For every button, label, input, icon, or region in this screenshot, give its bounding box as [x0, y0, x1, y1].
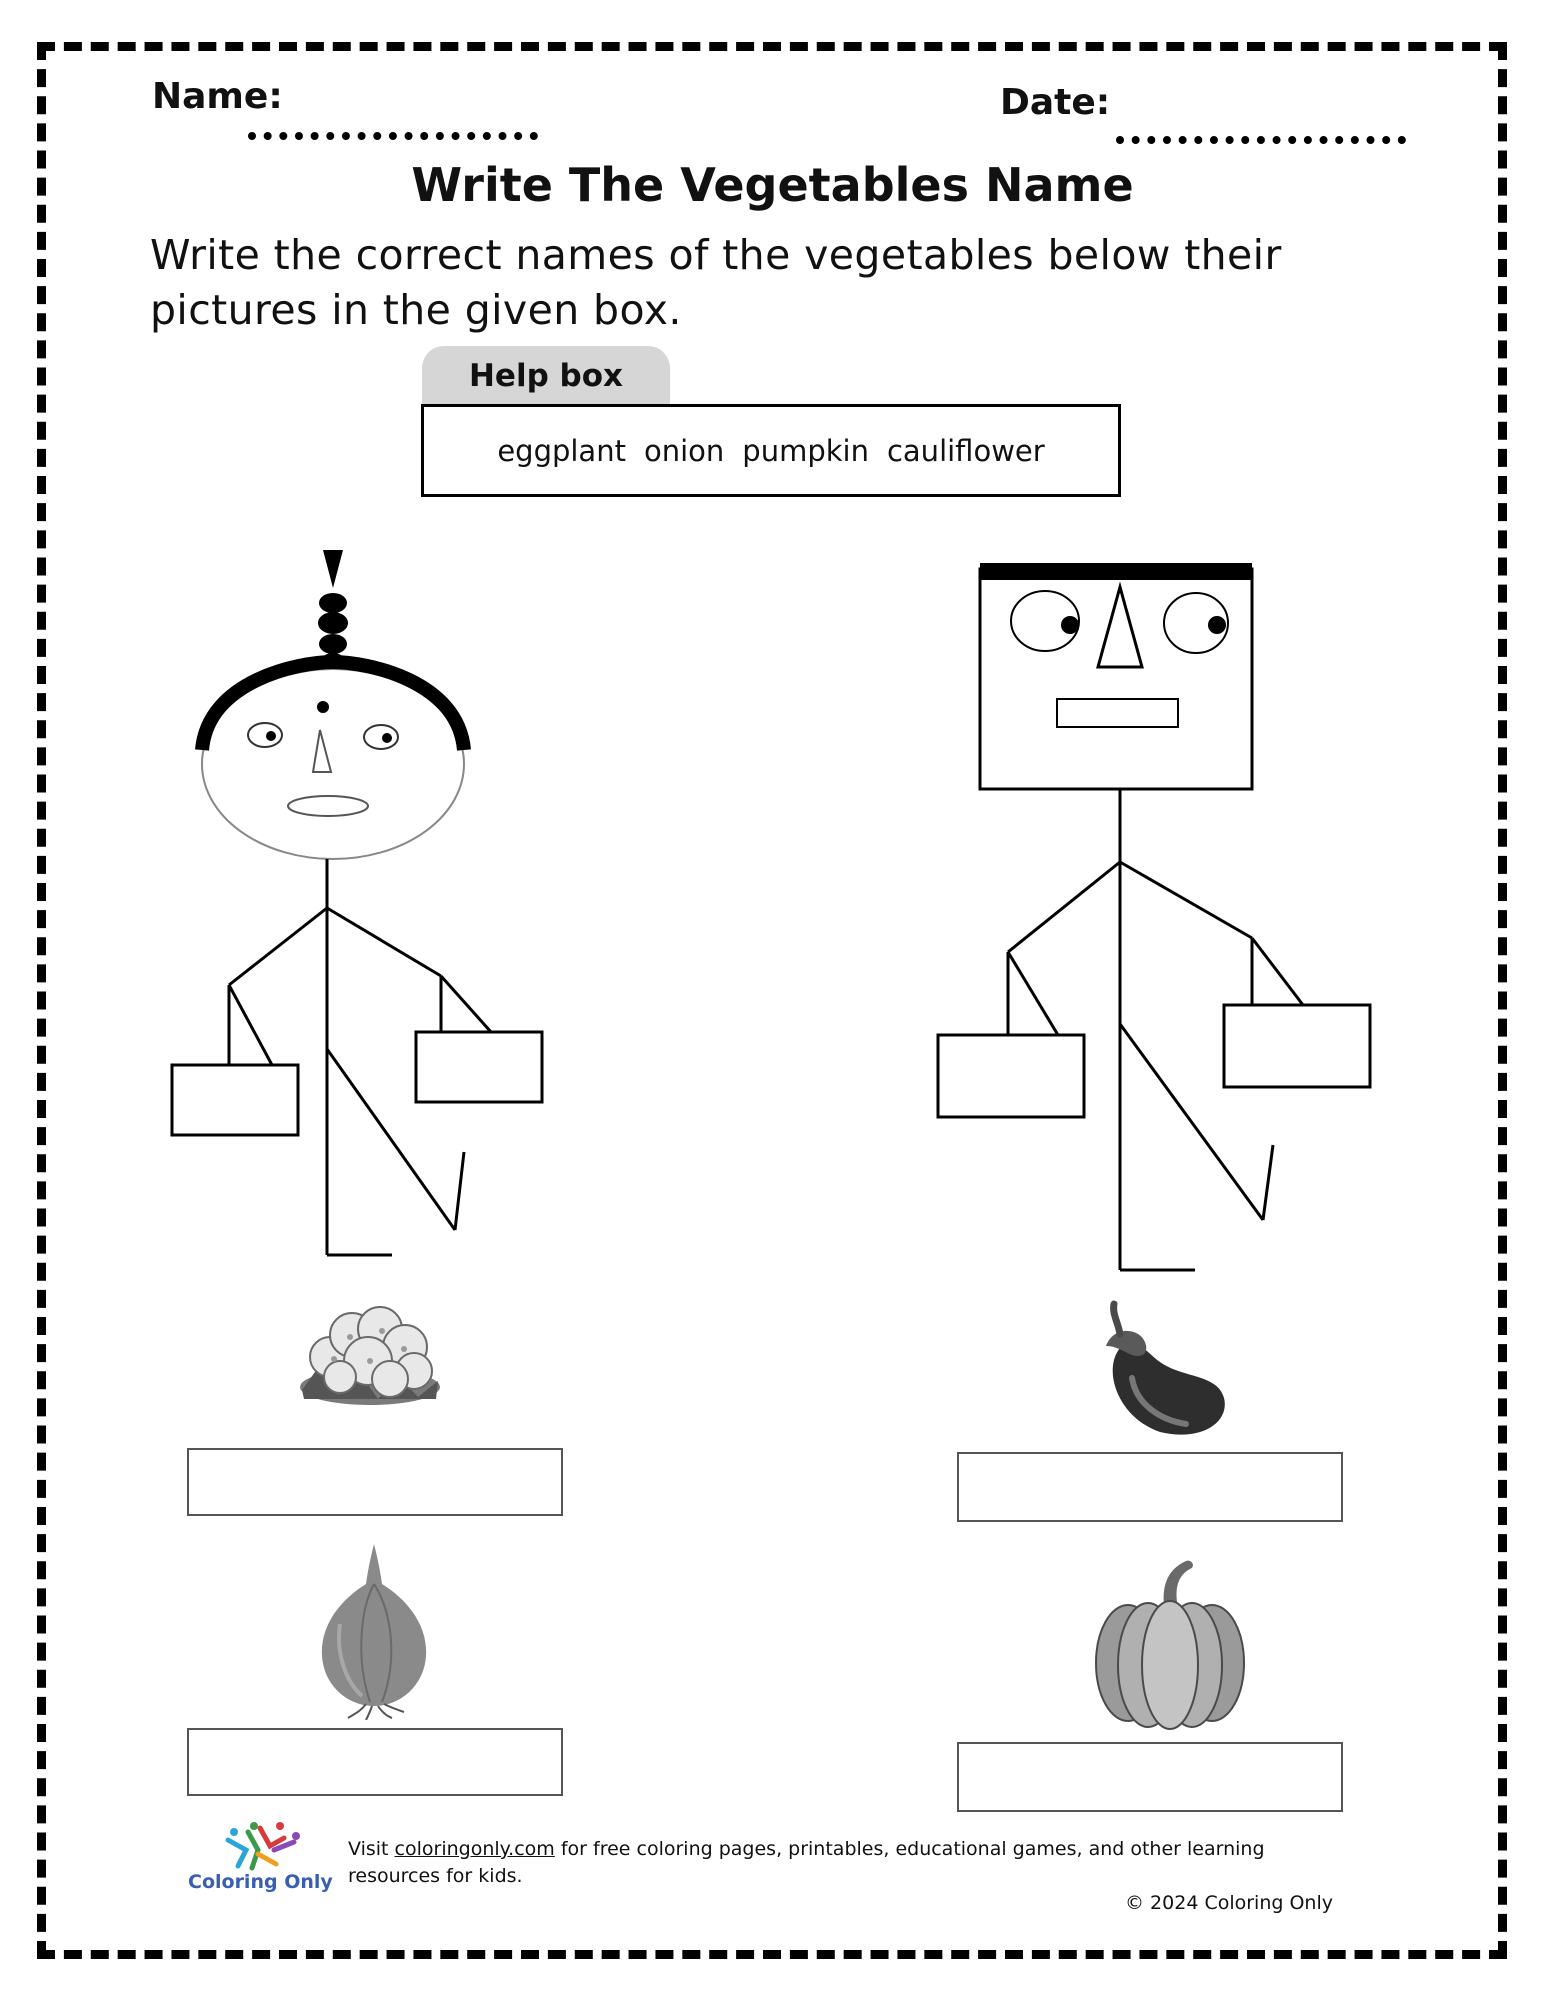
help-word: pumpkin	[742, 433, 869, 468]
pumpkin-icon	[1090, 1555, 1250, 1735]
coloring-only-logo	[218, 1820, 304, 1872]
copyright: © 2024 Coloring Only	[1125, 1892, 1333, 1914]
date-line[interactable]	[1116, 136, 1406, 144]
logo-text: Coloring Only	[188, 1871, 333, 1893]
stick-figure-left	[160, 540, 570, 1280]
date-label: Date:	[1000, 82, 1111, 123]
answer-box-cauliflower[interactable]	[187, 1448, 563, 1516]
answer-box-pumpkin[interactable]	[957, 1742, 1343, 1812]
help-word: eggplant	[497, 433, 626, 468]
cauliflower-icon	[290, 1295, 450, 1415]
help-box	[421, 404, 1121, 497]
stick-figure-right	[930, 555, 1390, 1285]
eggplant-icon	[1090, 1300, 1240, 1440]
site-link[interactable]: coloringonly.com	[394, 1838, 555, 1860]
worksheet-title: Write The Vegetables Name	[411, 158, 1134, 212]
help-word: cauliflower	[886, 433, 1045, 468]
footer-visit-line: Visit coloringonly.com for free coloring pages, printables, educational games, and other learning resources for kids.	[348, 1838, 1265, 1887]
answer-box-onion[interactable]	[187, 1728, 563, 1796]
name-line[interactable]	[248, 132, 538, 140]
help-box-title: Help box	[422, 346, 670, 406]
worksheet-instructions: Write the correct names of the vegetables below their pictures in the given box.	[150, 231, 1282, 334]
answer-box-eggplant[interactable]	[957, 1452, 1343, 1522]
onion-icon	[310, 1540, 440, 1720]
help-word: onion	[643, 433, 725, 468]
footer	[348, 1836, 1333, 1917]
name-label: Name:	[152, 76, 283, 117]
